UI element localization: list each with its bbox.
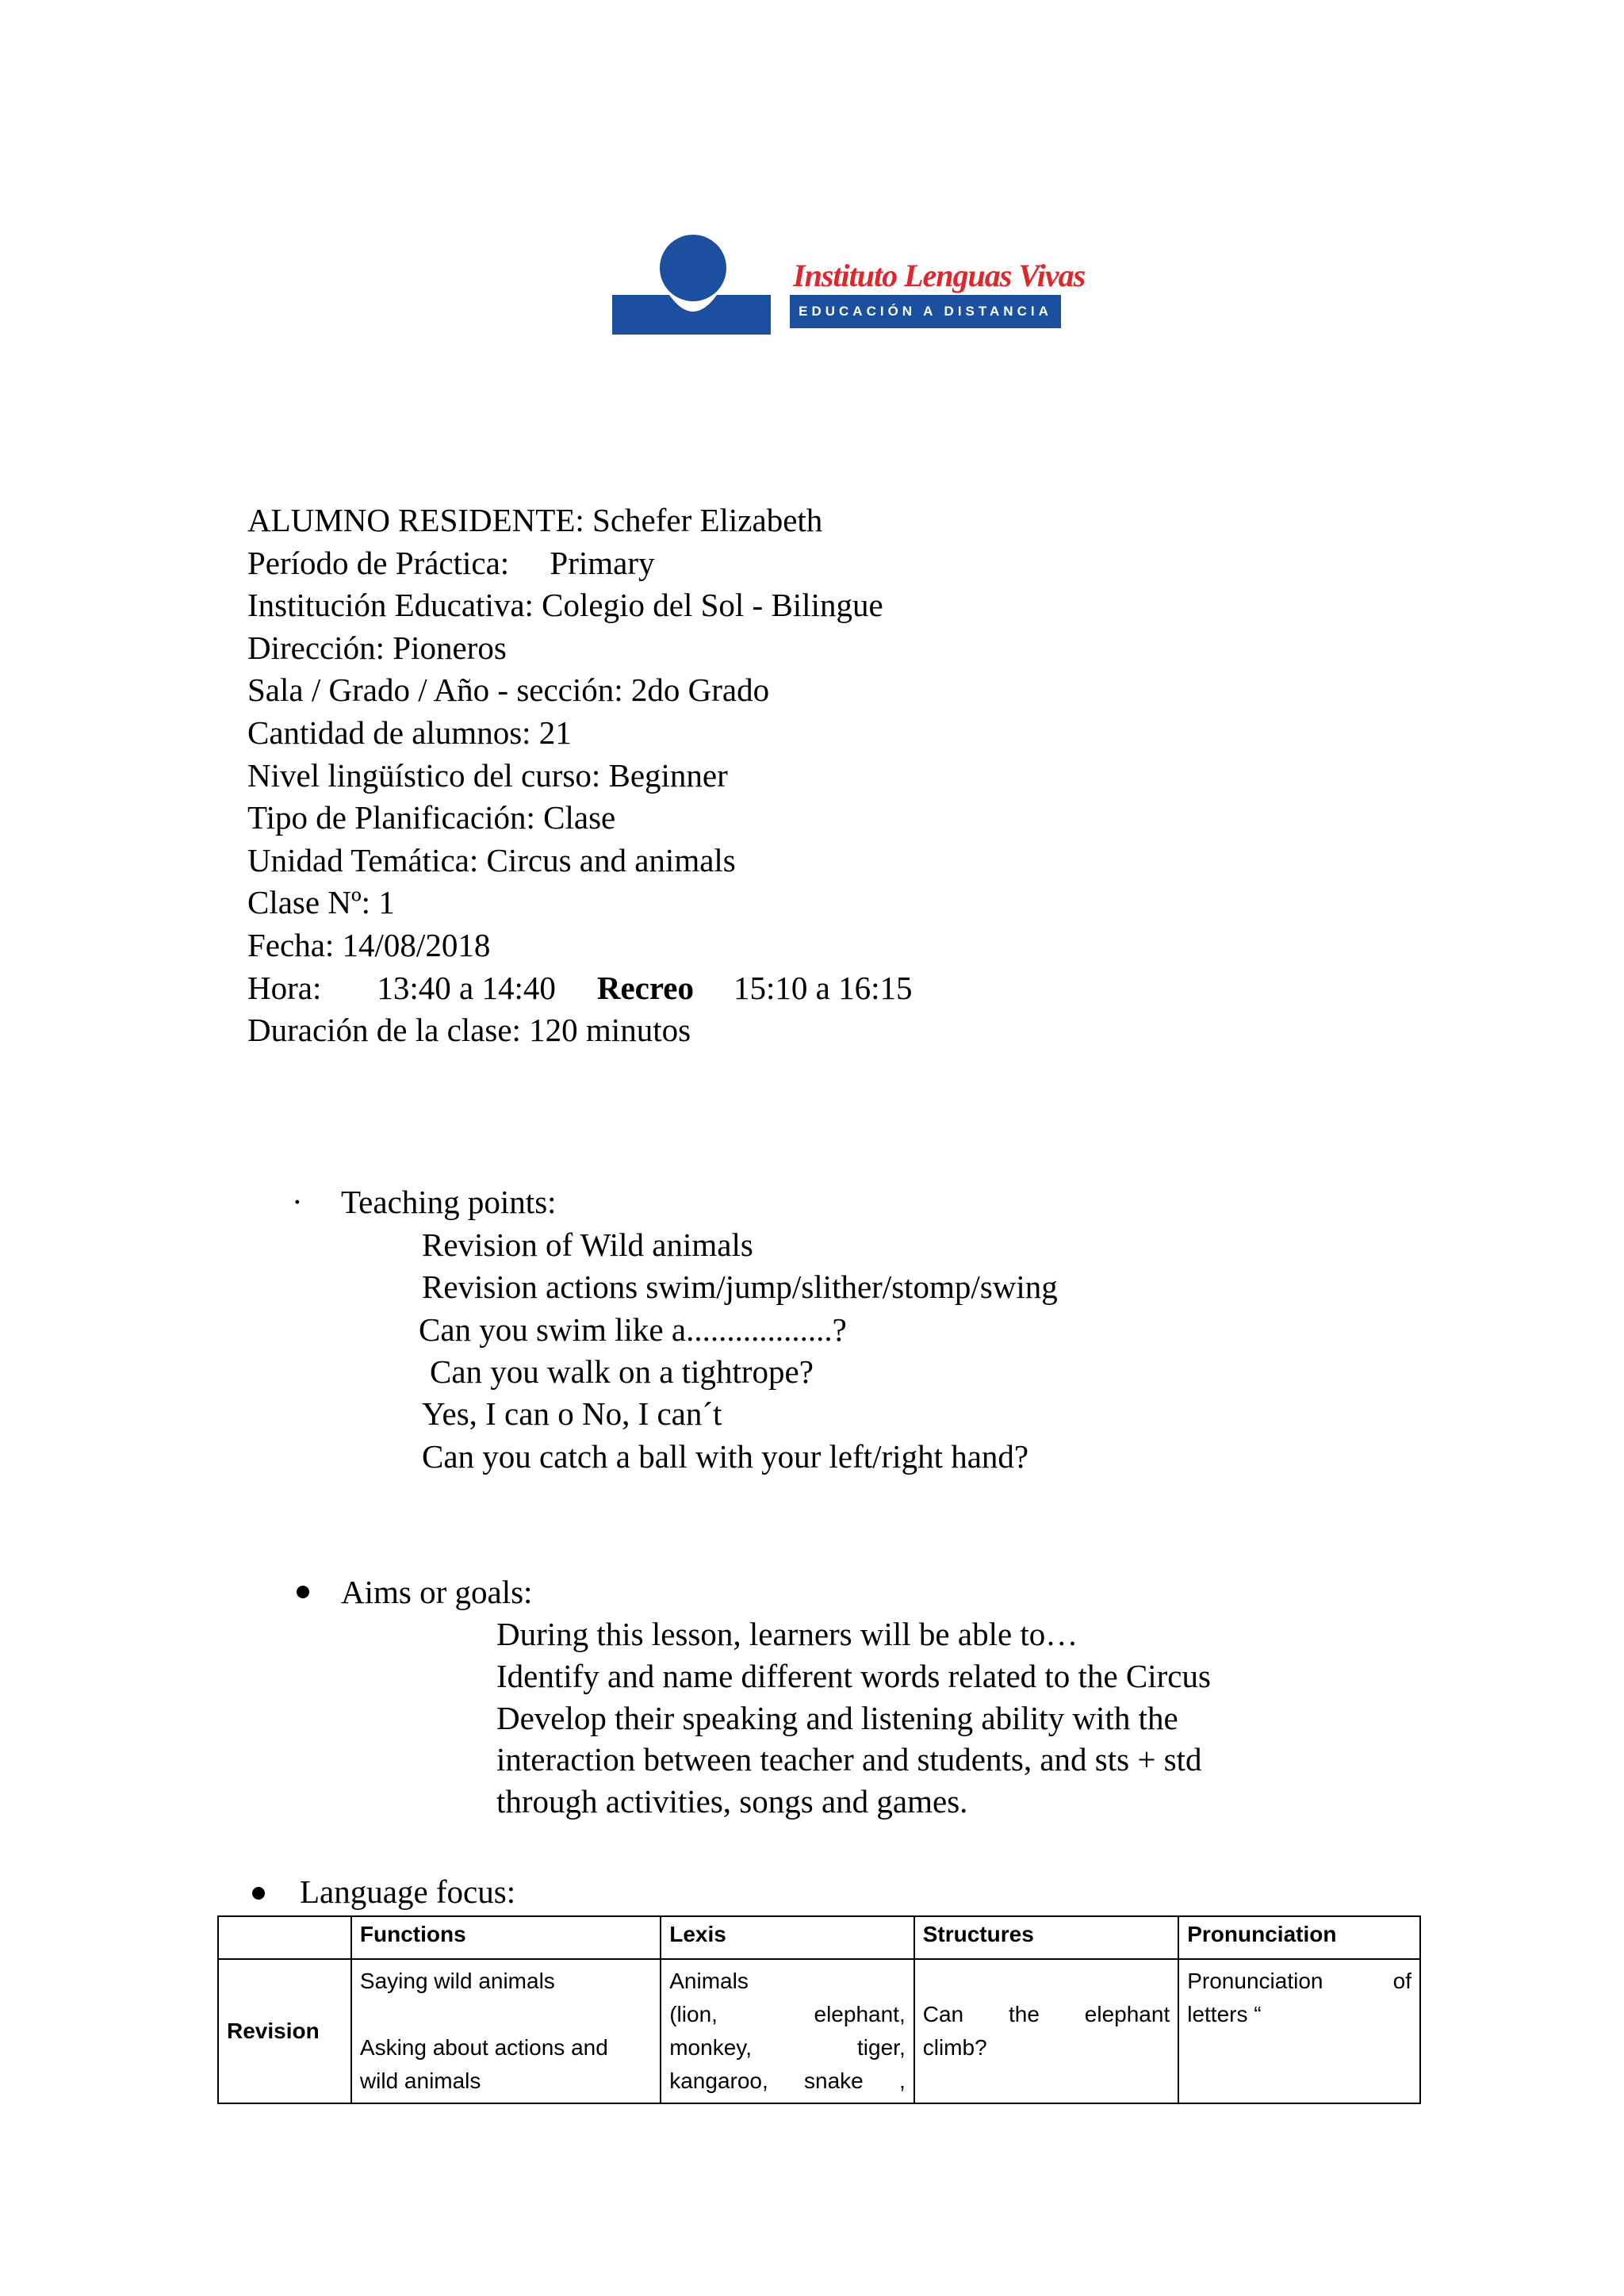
aims-line: interaction between teacher and students, and sts + std bbox=[496, 1741, 1202, 1777]
language-focus-title: Language focus: bbox=[300, 1873, 516, 1910]
table-header-row bbox=[218, 1916, 1420, 1959]
logo-emblem-icon bbox=[612, 235, 771, 335]
institution-logo bbox=[612, 235, 1086, 335]
info-duration: Duración de la clase: 120 minutos bbox=[247, 1012, 691, 1049]
teaching-point-item: Yes, I can o No, I can´t bbox=[422, 1395, 722, 1432]
hora-label: Hora: bbox=[247, 969, 322, 1006]
table-row bbox=[218, 1959, 1420, 2103]
cell-lexis bbox=[661, 1959, 914, 2103]
info-time bbox=[247, 967, 913, 1010]
aims-line: Identify and name different words related to the Circus bbox=[496, 1658, 1211, 1694]
hora-time: 13:40 a 14:40 bbox=[377, 969, 556, 1006]
cell-line: Saying wild animals bbox=[359, 1969, 555, 1993]
teaching-point-item: Revision of Wild animals bbox=[422, 1226, 753, 1263]
info-date: Fecha: 14/08/2018 bbox=[247, 926, 491, 963]
cell-line: (lion, elephant, bbox=[669, 2002, 906, 2026]
aims-line: through activities, songs and games. bbox=[496, 1783, 968, 1820]
info-plan-type: Tipo de Planificación: Clase bbox=[247, 799, 616, 836]
cell-line: Pronunciation of bbox=[1187, 1969, 1411, 1993]
logo-subtitle: EDUCACIÓN A DISTANCIA bbox=[790, 295, 1061, 328]
info-level: Nivel lingüístico del curso: Beginner bbox=[247, 756, 728, 794]
cell-line: Can the elephant bbox=[922, 2002, 1170, 2026]
cell-line: kangaroo, snake , bbox=[669, 2068, 906, 2093]
teaching-point-item: Can you catch a ball with your left/right hand? bbox=[422, 1438, 1029, 1475]
info-period: Período de Práctica: Primary bbox=[247, 544, 655, 581]
info-student-count: Cantidad de alumnos: 21 bbox=[247, 714, 572, 751]
teaching-point-item: Revision actions swim/jump/slither/stomp/swing bbox=[422, 1269, 1058, 1305]
cell-line: wild animals bbox=[359, 2068, 481, 2093]
recreo-time: 15:10 a 16:15 bbox=[733, 969, 913, 1006]
small-bullet-icon: · bbox=[292, 1184, 303, 1220]
aims-title: Aims or goals: bbox=[341, 1574, 533, 1610]
cell-functions bbox=[351, 1959, 661, 2103]
teaching-point-item: Can you walk on a tightrope? bbox=[430, 1353, 814, 1390]
info-student: ALUMNO RESIDENTE: Schefer Elizabeth bbox=[247, 502, 823, 538]
table-header-pronunciation: Pronunciation bbox=[1178, 1916, 1420, 1959]
aims-line: Develop their speaking and listening ability with the bbox=[496, 1700, 1178, 1736]
table-header-functions: Functions bbox=[351, 1916, 661, 1959]
recreo-label: Recreo bbox=[596, 969, 695, 1006]
logo-title: Instituto Lenguas Vivas bbox=[793, 258, 1086, 293]
cell-line: monkey, tiger, bbox=[669, 2035, 906, 2060]
teaching-point-item: Can you swim like a..................? bbox=[419, 1311, 847, 1348]
bullet-icon bbox=[297, 1586, 309, 1598]
table-header-structures: Structures bbox=[914, 1916, 1179, 1959]
cell-line: climb? bbox=[922, 2035, 987, 2060]
language-focus-table bbox=[217, 1915, 1421, 2104]
lesson-info bbox=[247, 499, 913, 1052]
cell-line: Asking about actions and bbox=[359, 2035, 608, 2060]
aims-line: During this lesson, learners will be able to… bbox=[496, 1616, 1078, 1652]
info-address: Dirección: Pioneros bbox=[247, 629, 507, 666]
table-header-empty bbox=[218, 1916, 351, 1959]
cell-line: letters “ bbox=[1187, 2002, 1262, 2026]
info-institution: Institución Educativa: Colegio del Sol - Bilingue bbox=[247, 587, 883, 624]
info-unit: Unidad Temática: Circus and animals bbox=[247, 841, 736, 878]
table-header-lexis: Lexis bbox=[661, 1916, 914, 1959]
teaching-points-title: Teaching points: bbox=[341, 1184, 557, 1220]
info-class-number: Clase Nº: 1 bbox=[247, 884, 395, 921]
info-grade: Sala / Grado / Año - sección: 2do Grado bbox=[247, 672, 770, 709]
bullet-icon bbox=[252, 1887, 265, 1900]
row-label-revision: Revision bbox=[218, 1959, 351, 2103]
cell-pronunciation bbox=[1178, 1959, 1420, 2103]
cell-line: Animals bbox=[669, 1969, 749, 1993]
cell-structures bbox=[914, 1959, 1179, 2103]
